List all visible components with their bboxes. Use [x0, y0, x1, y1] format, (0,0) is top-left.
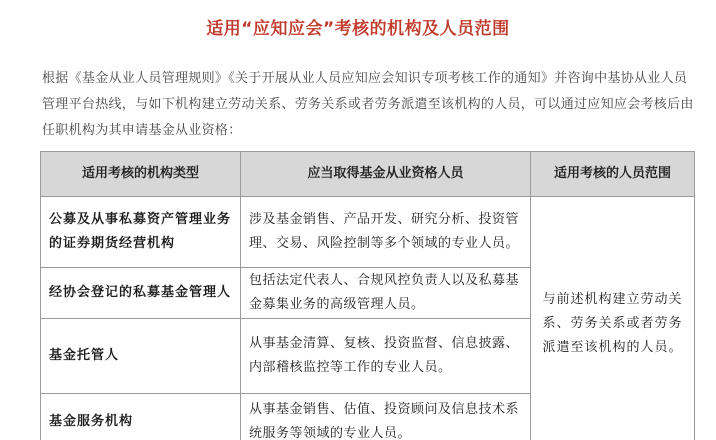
header-org-type: 适用考核的机构类型: [41, 152, 241, 197]
table-row: [41, 197, 695, 268]
page-title: 适用“应知应会”考核的机构及人员范围: [206, 19, 510, 39]
required-staff-cell: 涉及基金销售、产品开发、研究分析、投资管理、交易、风险控制等多个领域的专业人员。: [241, 197, 531, 268]
required-staff-cell: 从事基金清算、复核、投资监督、信息披露、内部稽核监控等工作的专业人员。: [241, 319, 531, 394]
header-scope: 适用考核的人员范围: [531, 152, 695, 197]
table-header-row: [41, 152, 695, 197]
org-type-cell: 公募及从事私募资产管理业务的证券期货经营机构: [41, 197, 241, 268]
org-type-cell: 经协会登记的私募基金管理人: [41, 268, 241, 319]
required-staff-cell: 从事基金销售、估值、投资顾问及信息技术系统服务等领域的专业人员。: [241, 394, 531, 440]
intro-paragraph: 根据《基金从业人员管理规则》《关于开展从业人员应知应会知识专项考核工作的通知》并咨询中基协从业人员管理平台热线，与如下机构建立劳动关系、劳务关系或者劳务派遣至该机构的人员，可以通过应知应会考核后由任职机构为其申请基金从业资格：: [42, 71, 694, 138]
org-type-cell: 基金托管人: [41, 319, 241, 394]
header-required-staff: 应当取得基金从业资格人员: [241, 152, 531, 197]
scope-cell: 与前述机构建立劳动关系、劳务关系或者劳务派遣至该机构的人员。: [531, 197, 695, 440]
org-type-cell: 基金服务机构: [41, 394, 241, 440]
required-staff-cell: 包括法定代表人、合规风控负责人以及私募基金募集业务的高级管理人员。: [241, 268, 531, 319]
qualification-table: [40, 151, 695, 440]
